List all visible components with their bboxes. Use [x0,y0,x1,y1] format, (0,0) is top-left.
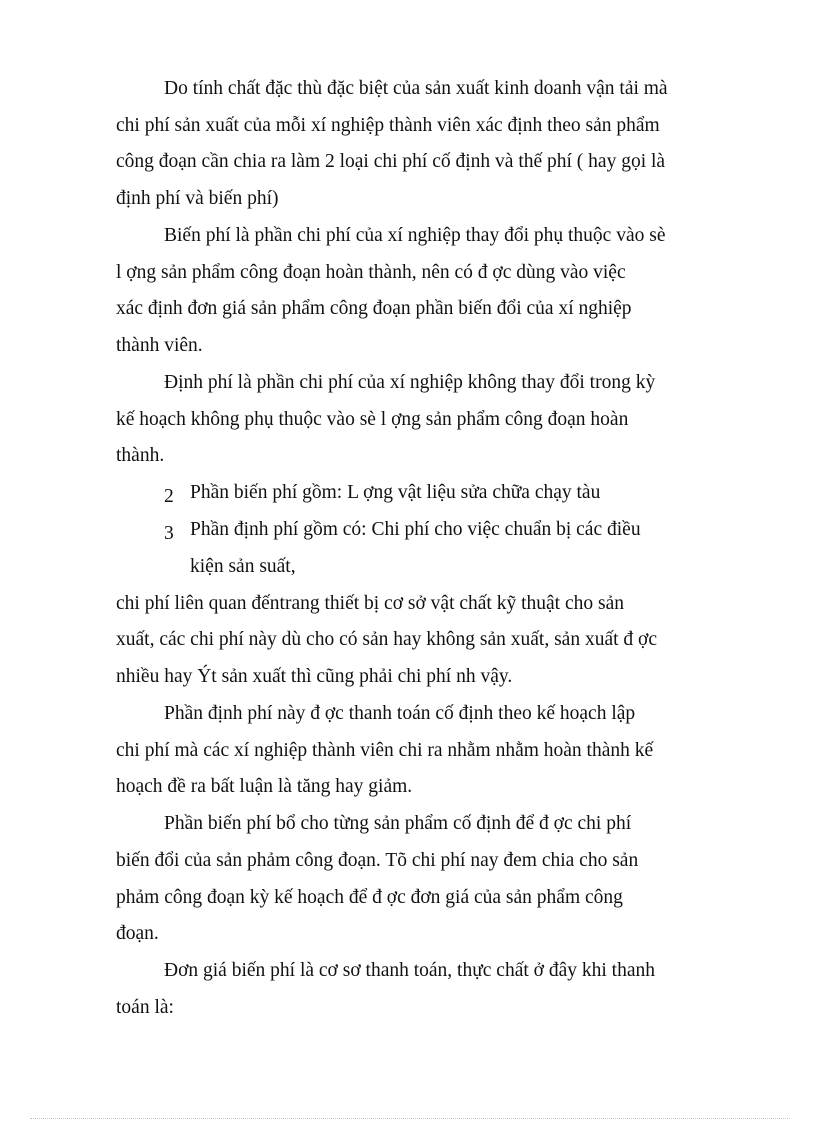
paragraph-2-line-1: Biến phí là phần chi phí của xí nghiệp thay đổi phụ thuộc vào sè [164,225,666,246]
paragraph-7-line-2: toán là: [116,997,174,1018]
paragraph-2-line-4: thành viên. [116,335,203,356]
paragraph-6-line-3: phảm công đoạn kỳ kế hoạch để đ ợc đơn giá của sản phẩm công [116,887,623,908]
list-item-text: Phần biến phí gồm: L ợng vật liệu sửa chữa chạy tàu [190,482,601,503]
paragraph-2-line-2: l ợng sản phẩm công đoạn hoàn thành, nên có đ ợc dùng vào việc [116,262,626,283]
list-item-number: 3 [164,523,174,544]
paragraph-6-line-2: biến đổi của sản phảm công đoạn. Tõ chi phí nay đem chia cho sản [116,850,639,871]
page-bottom-divider [30,1118,790,1119]
list-item-text: kiện sản suất, [190,556,296,577]
paragraph-5-line-1: Phần định phí này đ ợc thanh toán cố định theo kế hoạch lập [164,703,636,724]
list-item-text: Phần định phí gồm có: Chi phí cho việc chuẩn bị các điều [190,519,641,540]
paragraph-5-line-2: chi phí mà các xí nghiệp thành viên chi ra nhằm nhằm hoàn thành kế [116,740,654,761]
paragraph-7-line-1: Đơn giá biến phí là cơ sơ thanh toán, thực chất ở đây khi thanh [164,960,655,981]
paragraph-3-line-1: Định phí là phần chi phí của xí nghiệp không thay đổi trong kỳ [164,372,656,393]
paragraph-3-line-2: kế hoạch không phụ thuộc vào sè l ợng sản phẩm công đoạn hoàn [116,409,629,430]
paragraph-5-line-3: hoạch đề ra bất luận là tăng hay giảm. [116,776,413,797]
paragraph-1-line-4: định phí và biến phí) [116,188,279,209]
paragraph-1-line-2: chi phí sản xuất của mỗi xí nghiệp thành viên xác định theo sản phẩm [116,115,660,136]
paragraph-2-line-3: xác định đơn giá sản phẩm công đoạn phần biến đổi của xí nghiệp [116,298,632,319]
paragraph-4-line-1: chi phí liên quan đếntrang thiết bị cơ sở vật chất kỹ thuật cho sản [116,593,624,614]
paragraph-6-line-4: đoạn. [116,923,159,944]
paragraph-4-line-3: nhiều hay Ýt sản xuất thì cũng phải chi phí nh vậy. [116,666,513,687]
list-item-number: 2 [164,486,174,507]
paragraph-1-line-3: công đoạn cần chia ra làm 2 loại chi phí cố định và thế phí ( hay gọi là [116,151,666,172]
paragraph-1-line-1: Do tính chất đặc thù đặc biệt của sản xuất kinh doanh vận tải mà [164,78,668,99]
paragraph-6-line-1: Phần biến phí bổ cho từng sản phẩm cố định để đ ợc chi phí [164,813,632,834]
paragraph-3-line-3: thành. [116,445,165,466]
paragraph-4-line-2: xuất, các chi phí này dù cho có sản hay không sản xuất, sản xuất đ ợc [116,629,657,650]
